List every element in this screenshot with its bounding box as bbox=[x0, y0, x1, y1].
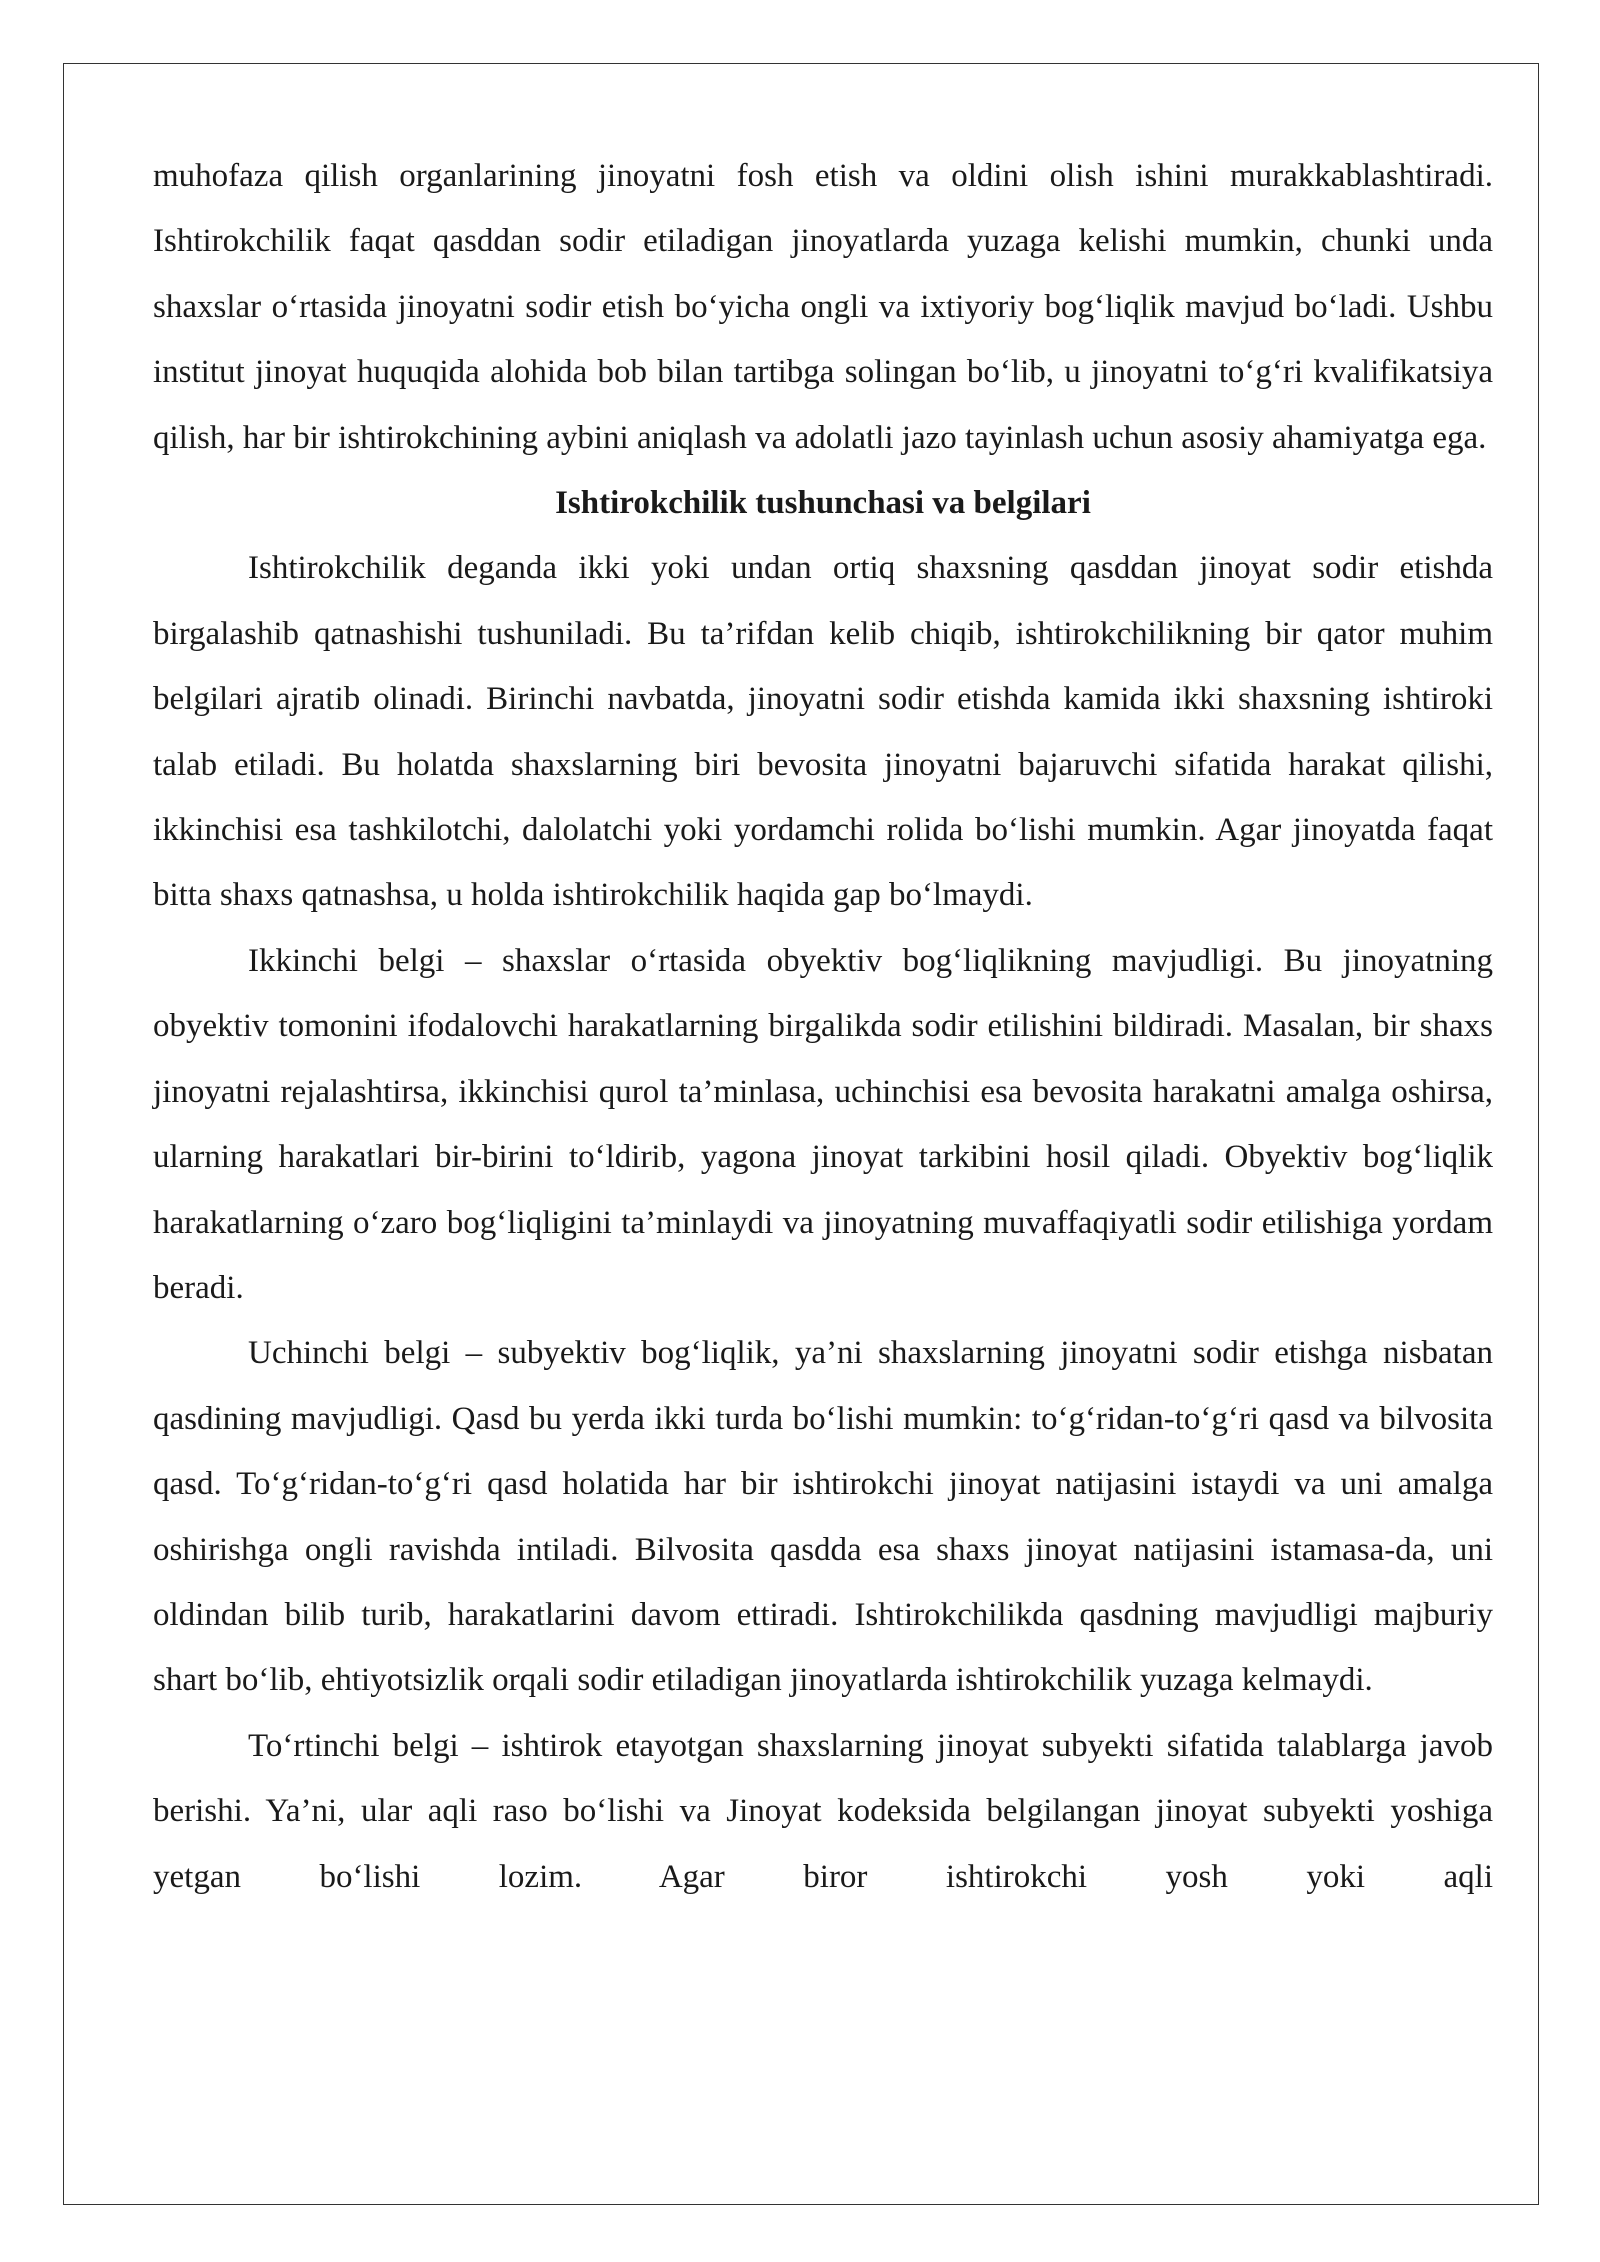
section-heading: Ishtirokchilik tushunchasi va belgilari bbox=[555, 485, 1091, 522]
paragraph-fourth-sign: To‘rtinchi belgi – ishtirok etayotgan shaxslarning jinoyat subyekti sifatida talablarga javob berishi. Ya’ni, ular aqli raso bo‘lishi va Jinoyat kodeksida belgilangan jinoyat subyekti yoshiga yetgan bo‘lishi lozim. Agar biror ishtirokchi yosh yoki aqli bbox=[153, 1727, 1493, 1895]
paragraph-third-sign: Uchinchi belgi – subyektiv bog‘liqlik, ya’ni shaxslarning jinoyatni sodir etishga nisbatan qasdining mavjudligi. Qasd bu yerda ikki turda bo‘lishi mumkin: to‘g‘ridan-to‘g‘ri qasd va bilvosita qasd. To‘g‘ridan-to‘g‘ri qasd holatida har bir ishtirokchi jinoyat natijasini istaydi va uni amalga oshirishga ongli ravishda intiladi. Bilvosita qasdda esa shaxs jinoyat natijasini istamasa-da, uni oldindan bilib turib, harakatlarini davom ettiradi. Ishtirokchilikda qasdning mavjudligi majburiy shart bo‘lib, ehtiyotsizlik orqali sodir etiladigan jinoyatlarda ishtirokchilik yuzaga kelmaydi. bbox=[153, 1335, 1493, 1699]
document-body bbox=[153, 144, 1493, 1910]
paragraph-intro: muhofaza qilish organlarining jinoyatni fosh etish va oldini olish ishini murakkablashtiradi. Ishtirokchilik faqat qasddan sodir etiladigan jinoyatlarda yuzaga kelishi mumkin, chunki unda shaxslar o‘rtasida jinoyatni sodir etish bo‘yicha ongli va ixtiyoriy bog‘liqlik mavjud bo‘ladi. Ushbu institut jinoyat huquqida alohida bob bilan tartibga solingan bo‘lib, u jinoyatni to‘g‘ri kvalifikatsiya qilish, har bir ishtirokchining aybini aniqlash va adolatli jazo tayinlash uchun asosiy ahamiyatga ega. bbox=[153, 158, 1493, 456]
paragraph-second-sign: Ikkinchi belgi – shaxslar o‘rtasida obyektiv bog‘liqlikning mavjudligi. Bu jinoyatning obyektiv tomonini ifodalovchi harakatlarning birgalikda sodir etilishini bildiradi. Masalan, bir shaxs jinoyatni rejalashtirsa, ikkinchisi qurol ta’minlasa, uchinchisi esa bevosita harakatni amalga oshirsa, ularning harakatlari bir-birini to‘ldirib, yagona jinoyat tarkibini hosil qiladi. Obyektiv bog‘liqlik harakatlarning o‘zaro bog‘liqligini ta’minlaydi va jinoyatning muvaffaqiyatli sodir etilishiga yordam beradi. bbox=[153, 942, 1493, 1306]
paragraph-definition: Ishtirokchilik deganda ikki yoki undan ortiq shaxsning qasddan jinoyat sodir etishda birgalashib qatnashishi tushuniladi. Bu ta’rifdan kelib chiqib, ishtirokchilikning bir qator muhim belgilari ajratib olinadi. Birinchi navbatda, jinoyatni sodir etishda kamida ikki shaxsning ishtiroki talab etiladi. Bu holatda shaxslarning biri bevosita jinoyatni bajaruvchi sifatida harakat qilishi, ikkinchisi esa tashkilotchi, dalolatchi yoki yordamchi rolida bo‘lishi mumkin. Agar jinoyatda faqat bitta shaxs qatnashsa, u holda ishtirokchilik haqida gap bo‘lmaydi. bbox=[153, 550, 1493, 914]
